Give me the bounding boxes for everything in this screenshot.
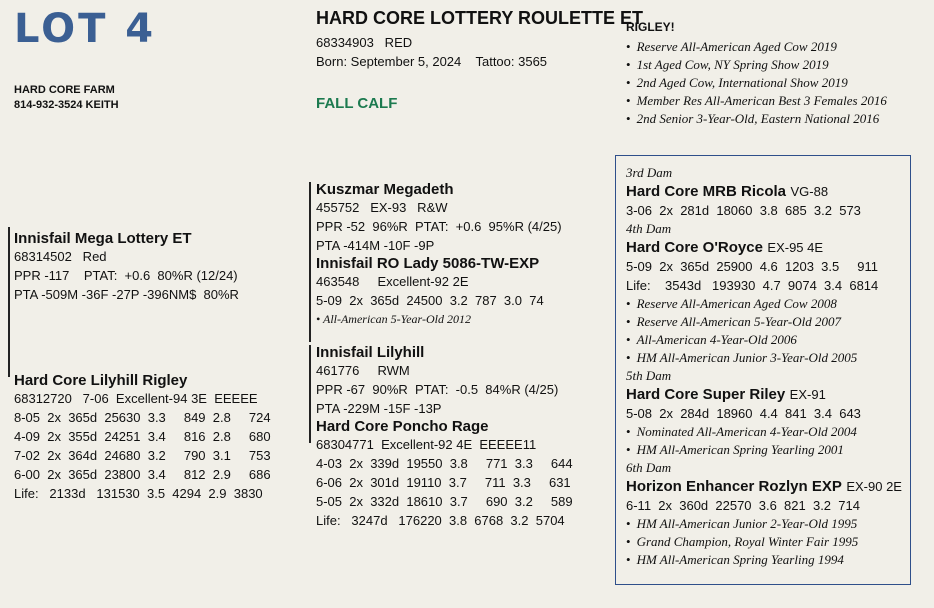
sire-line: 68314502 Red <box>14 249 107 264</box>
sire-line: PPR -117 PTAT: +0.6 80%R (12/24) <box>14 268 238 283</box>
dam-sire-line: 461776 RWM <box>316 363 410 378</box>
dam-line: 4-09 2x 355d 24251 3.4 816 2.8 680 <box>14 429 271 444</box>
dam-side-bracket <box>309 345 311 443</box>
dam3-name: Hard Core MRB Ricola <box>626 183 787 200</box>
sire-dam-name: Innisfail RO Lady 5086-TW-EXP <box>316 255 540 272</box>
dam-sire-block <box>316 344 573 530</box>
dam-line: Life: 2133d 131530 3.5 4294 2.9 3830 <box>14 486 263 501</box>
achievement-item: • 2nd Senior 3-Year-Old, Eastern National 2016 <box>626 110 887 128</box>
dam4-achievement: • HM All-American Junior 3-Year-Old 2005 <box>626 349 910 367</box>
dam4-achievement: • Reserve All-American Aged Cow 2008 <box>626 295 910 313</box>
sire-dam-line: 5-09 2x 365d 24500 3.2 787 3.0 74 <box>316 293 544 308</box>
dam3-heading <box>626 182 910 201</box>
dam-sire-name: Innisfail Lilyhill <box>316 344 425 361</box>
achievement-item: • 2nd Aged Cow, International Show 2019 <box>626 74 887 92</box>
dam3-record: 3-06 2x 281d 18060 3.8 685 3.2 573 <box>626 203 861 218</box>
achievement-item: • 1st Aged Cow, NY Spring Show 2019 <box>626 56 887 74</box>
sire-name: Innisfail Mega Lottery ET <box>14 230 192 247</box>
dam4-score: EX-95 4E <box>767 240 824 255</box>
sire-sire-line: PTA -414M -10F -9P <box>316 238 435 253</box>
dam5-record: 5-08 2x 284d 18960 4.4 841 3.4 643 <box>626 406 861 421</box>
sire-side-bracket <box>309 182 311 342</box>
dam4-name: Hard Core O'Royce <box>626 239 763 256</box>
dam4-heading <box>626 238 910 257</box>
dam3-score: VG-88 <box>790 184 829 199</box>
dam-dam-line: 5-05 2x 332d 18610 3.7 690 3.2 589 <box>316 494 573 509</box>
dam3-label: 3rd Dam <box>626 165 673 180</box>
dam-name: Hard Core Lilyhill Rigley <box>14 372 188 389</box>
sire-sire-line: 455752 EX-93 R&W <box>316 200 448 215</box>
rigley-achievements <box>626 20 887 128</box>
achievement-item: • Member Res All-American Best 3 Females 2016 <box>626 92 887 110</box>
dam-line: 7-02 2x 364d 24680 3.2 790 3.1 753 <box>14 448 271 463</box>
dam-block <box>14 372 271 503</box>
dam-sire-line: PPR -67 90%R PTAT: -0.5 84%R (4/25) <box>316 382 559 397</box>
dam-sire-line: PTA -229M -15F -13P <box>316 401 442 416</box>
dam4-record: Life: 3543d 193930 4.7 9074 3.4 6814 <box>626 278 879 293</box>
dam6-achievement: • Grand Champion, Royal Winter Fair 1995 <box>626 533 910 551</box>
animal-class: FALL CALF <box>316 95 398 112</box>
farm-name: HARD CORE FARM <box>14 84 115 96</box>
dam4-label: 4th Dam <box>626 221 672 236</box>
dam-line: 8-05 2x 365d 25630 3.3 849 2.8 724 <box>14 410 271 425</box>
dam5-achievement: • HM All-American Spring Yearling 2001 <box>626 441 910 459</box>
dam4-record: 5-09 2x 365d 25900 4.6 1203 3.5 911 <box>626 259 879 274</box>
sire-bracket <box>8 227 10 377</box>
sire-line: PTA -509M -36F -27P -396NM$ 80%R <box>14 287 239 302</box>
animal-born: Born: September 5, 2024 Tattoo: 3565 <box>316 54 548 69</box>
animal-name: HARD CORE LOTTERY ROULETTE ET <box>316 8 644 28</box>
dam-dam-name: Hard Core Poncho Rage <box>316 418 489 435</box>
sire-block <box>14 230 239 304</box>
sire-dam-note: • All-American 5-Year-Old 2012 <box>316 312 471 326</box>
dam-dam-line: 6-06 2x 301d 19110 3.7 711 3.3 631 <box>316 475 571 490</box>
lot-number: LOT 4 <box>14 6 157 52</box>
sire-sire-block <box>316 181 562 328</box>
dam6-heading <box>626 477 910 496</box>
sire-sire-line: PPR -52 96%R PTAT: +0.6 95%R (4/25) <box>316 219 562 234</box>
dam6-name: Horizon Enhancer Rozlyn EXP <box>626 478 842 495</box>
dam4-achievement: • Reserve All-American 5-Year-Old 2007 <box>626 313 910 331</box>
extended-pedigree-box <box>615 155 911 585</box>
dam6-achievement: • HM All-American Junior 2-Year-Old 1995 <box>626 515 910 533</box>
dam-line: 6-00 2x 365d 23800 3.4 812 2.9 686 <box>14 467 271 482</box>
dam-dam-line: Life: 3247d 176220 3.8 6768 3.2 5704 <box>316 513 565 528</box>
sire-dam-note-text: All-American 5-Year-Old 2012 <box>322 312 471 326</box>
dam-dam-line: 4-03 2x 339d 19550 3.8 771 3.3 644 <box>316 456 573 471</box>
dam6-record: 6-11 2x 360d 22570 3.6 821 3.2 714 <box>626 498 860 513</box>
dam6-score: EX-90 2E <box>846 479 902 494</box>
farm-info <box>14 83 119 113</box>
sire-sire-name: Kuszmar Megadeth <box>316 181 454 198</box>
achievement-item: • Reserve All-American Aged Cow 2019 <box>626 38 887 56</box>
dam6-achievement: • HM All-American Spring Yearling 1994 <box>626 551 910 569</box>
dam-dam-line: 68304771 Excellent-92 4E EEEEE11 <box>316 437 537 452</box>
farm-phone: 814-932-3524 KEITH <box>14 99 119 111</box>
dam5-achievement: • Nominated All-American 4-Year-Old 2004 <box>626 423 910 441</box>
dam4-achievement: • All-American 4-Year-Old 2006 <box>626 331 910 349</box>
sire-dam-line: 463548 Excellent-92 2E <box>316 274 469 289</box>
dam5-name: Hard Core Super Riley <box>626 386 786 403</box>
animal-registration: 68334903 RED <box>316 35 413 50</box>
dam6-label: 6th Dam <box>626 460 672 475</box>
dam5-score: EX-91 <box>789 387 826 402</box>
dam5-label: 5th Dam <box>626 368 672 383</box>
rigley-title: RIGLEY! <box>626 20 675 34</box>
dam-line: 68312720 7-06 Excellent-94 3E EEEEE <box>14 391 258 406</box>
dam5-heading <box>626 385 910 404</box>
